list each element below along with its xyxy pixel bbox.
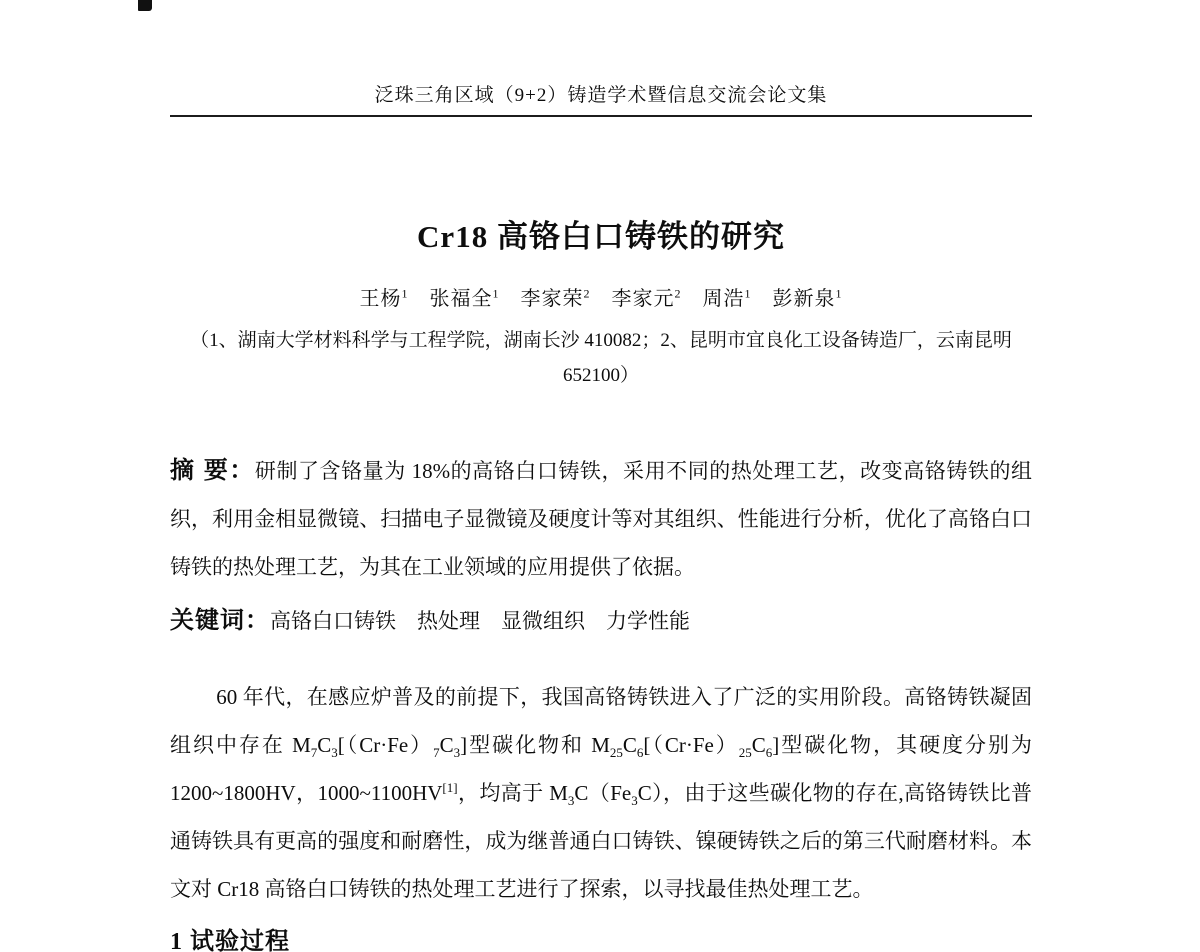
- page-content: [170, 80, 1032, 952]
- text-segment: 25: [738, 745, 752, 761]
- text-segment: 李家元: [590, 288, 675, 310]
- text-segment: [（Cr·Fe）: [337, 733, 434, 757]
- text-segment: 6: [765, 745, 773, 761]
- abstract-paragraph: [170, 447, 1032, 591]
- text-segment: 1: [492, 286, 500, 301]
- authors-line: [170, 282, 1032, 311]
- text-segment: 李家荣: [499, 288, 584, 310]
- abstract-label: 摘 要：: [170, 457, 255, 484]
- text-segment: 25: [609, 745, 623, 761]
- keywords-label: 关键词：: [170, 607, 270, 634]
- text-segment: ]型碳化物和 M: [460, 733, 610, 757]
- text-segment: 1: [835, 286, 843, 301]
- section-heading-1: 1 试验过程: [170, 929, 290, 952]
- text-segment: 2: [674, 286, 682, 301]
- text-segment: 张福全: [408, 288, 493, 310]
- text-segment: 3: [453, 745, 461, 761]
- running-head: 泛珠三角区域（9+2）铸造学术暨信息交流会论文集: [170, 80, 1032, 117]
- text-segment: ]型碳化物，其硬度分别为 1200~1800HV，1000~1100HV: [170, 733, 1032, 805]
- text-segment: 王杨: [359, 288, 402, 310]
- text-segment: 7: [433, 745, 440, 761]
- text-segment: [1]: [442, 780, 458, 795]
- text-segment: C），由于这些碳化物的存在,高铬铸铁比普通铸铁具有更高的强度和耐磨性，成为继普通白口铸铁、镍硬铸铁之后的第三代耐磨材料。本文对 Cr18 高铬白口铸铁的热处理工艺进行了探索，以寻找最佳热处理工艺。: [170, 781, 1032, 901]
- text-segment: C（Fe: [574, 781, 632, 805]
- body-paragraph: [170, 673, 1032, 913]
- text-segment: 2: [583, 286, 591, 301]
- affiliation-block: [170, 323, 1032, 393]
- text-segment: 3: [631, 793, 638, 809]
- text-segment: 7: [310, 745, 318, 761]
- keywords-text: 高铬白口铸铁 热处理 显微组织 力学性能: [270, 609, 690, 633]
- text-segment: 6: [636, 745, 644, 761]
- affiliation-line-2: 652100）: [562, 365, 639, 386]
- text-segment: C: [622, 733, 637, 757]
- affiliation-line-1: （1、湖南大学材料科学与工程学院，湖南长沙 410082；2、昆明市宜良化工设备铸造厂，云南昆明: [190, 330, 1012, 351]
- text-segment: 3: [567, 793, 575, 809]
- text-segment: 周浩: [681, 288, 745, 310]
- keywords-line: [170, 597, 1032, 645]
- abstract-text: 研制了含铬量为 18%的高铬白口铸铁，采用不同的热处理工艺，改变高铬铸铁的组织，利用金相显微镜、扫描电子显微镜及硬度计等对其组织、性能进行分析，优化了高铬白口铸铁的热处理工艺，为其在工业领域的应用提供了依据。: [170, 459, 1032, 579]
- text-segment: [（Cr·Fe）: [643, 733, 739, 757]
- paper-title: Cr18 高铬白口铸铁的研究: [417, 219, 785, 254]
- text-segment: C: [317, 733, 332, 757]
- text-segment: ，均高于 M: [457, 781, 568, 805]
- text-segment: 1: [401, 286, 409, 301]
- text-segment: C: [751, 733, 766, 757]
- text-segment: 彭新泉: [751, 288, 836, 310]
- text-segment: C: [439, 733, 454, 757]
- text-segment: 60 年代，在感应炉普及的前提下，我国高铬铸铁进入了广泛的实用阶段。高铬铸铁凝固组织中存在 M: [170, 685, 1032, 757]
- scan-artifact-mark: [138, 0, 152, 11]
- text-segment: 1: [744, 286, 752, 301]
- text-segment: 3: [331, 745, 338, 761]
